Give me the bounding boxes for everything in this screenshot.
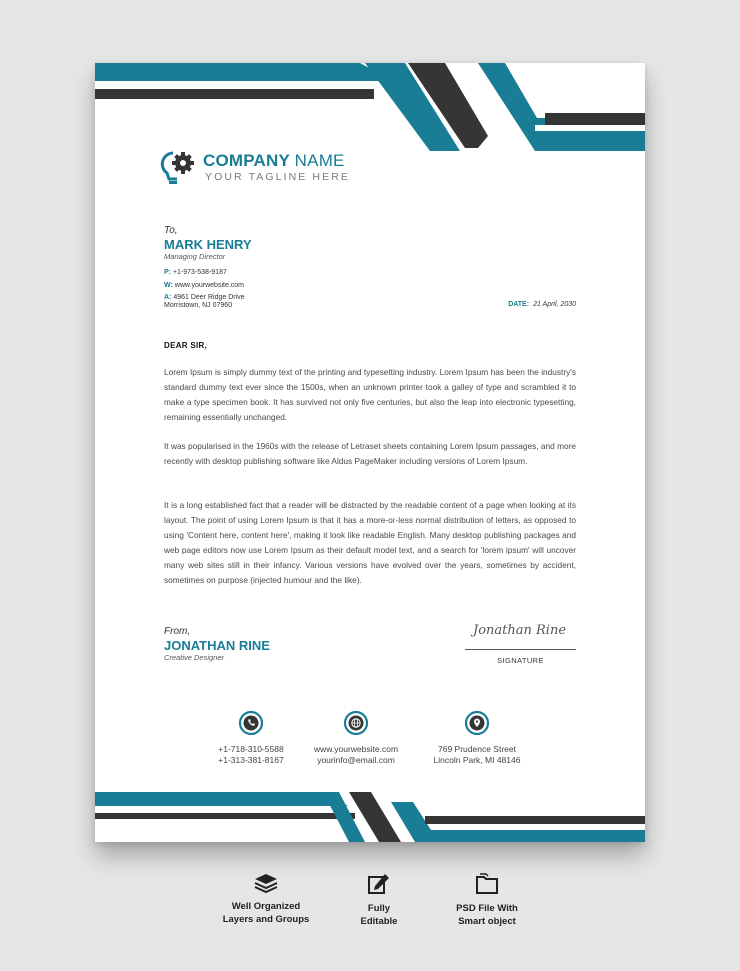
recipient-address-line2: Morristown, NJ 07960 [164,302,233,309]
handwritten-signature: Jonathan Rine [473,623,567,638]
recipient-website: W: www.yourwebsite.com [164,282,245,289]
recipient-name: MARK HENRY [164,237,252,252]
lightbulb-gear-icon [159,149,199,189]
company-logo [159,149,389,189]
recipient-address: A: 4961 Deer Ridge Drive [164,294,245,301]
body-paragraph-2: It was popularised in the 1960s with the release of Letraset sheets containing Lorem Ipsum passages, and more recently with desktop publishing software like Aldus PageMaker including versions of Lorem Ipsum. [164,441,576,466]
company-name: COMPANY NAME [203,151,345,170]
signature-line [465,649,576,650]
feature-psd: PSD File With Smart object [427,873,547,928]
body-paragraph-1: Lorem Ipsum is simply dummy text of the printing and typesetting industry. Lorem Ipsum has been the industry's standard dummy text ever since the 1500s, when an unknown printer took a galley of type and scrambled it to make a type specimen book. It has survived not only five centuries, but also the leap into electronic typesetting, remaining essentially unchanged. [164,367,576,422]
header-decoration [95,63,645,163]
recipient-phone: P: +1-973-538-9187 [164,269,227,276]
sender-name: JONATHAN RINE [164,638,270,653]
letterhead-sheet [95,63,645,842]
letter-date: DATE: 21 April, 2030 [508,301,576,308]
sender-title: Creative Designer [164,653,225,662]
edit-icon [367,873,391,895]
globe-icon [344,711,368,735]
layers-icon [254,873,278,893]
folder-icon [475,873,499,895]
company-tagline: YOUR TAGLINE HERE [205,171,351,183]
footer-contact-web: www.yourwebsite.com yourinfo@email.com [296,711,416,766]
footer-contact-address: 769 Prudence Street Lincoln Park, MI 48146 [417,711,537,766]
feature-layers: Well Organized Layers and Groups [206,873,326,926]
recipient-title: Managing Director [164,252,226,261]
body-paragraph-3: It is a long established fact that a reader will be distracted by the readable content of a page when looking at its layout. The point of using Lorem Ipsum is that it has a more-or-less normal distribution of letters, as opposed to using 'Content here, content here', making it look like readable English. Many desktop publishing packages and web page editors now use Lorem Ipsum as their default model text, and a search for 'lorem ipsum' will uncover many web sites still in their infancy. Various versions have evolved over the years, sometimes by accident, sometimes on purpose (injected humour and the like). [164,500,576,585]
feature-editable: Fully Editable [319,873,439,928]
to-label: To, [164,225,178,236]
salutation: DEAR SIR, [164,341,208,350]
footer-decoration [95,792,645,842]
footer-contact-phone: +1-718-310-5588 +1-313-381-8167 [191,711,311,766]
from-label: From, [164,626,191,637]
location-pin-icon [465,711,489,735]
signature-label: SIGNATURE [497,656,544,665]
phone-icon [239,711,263,735]
